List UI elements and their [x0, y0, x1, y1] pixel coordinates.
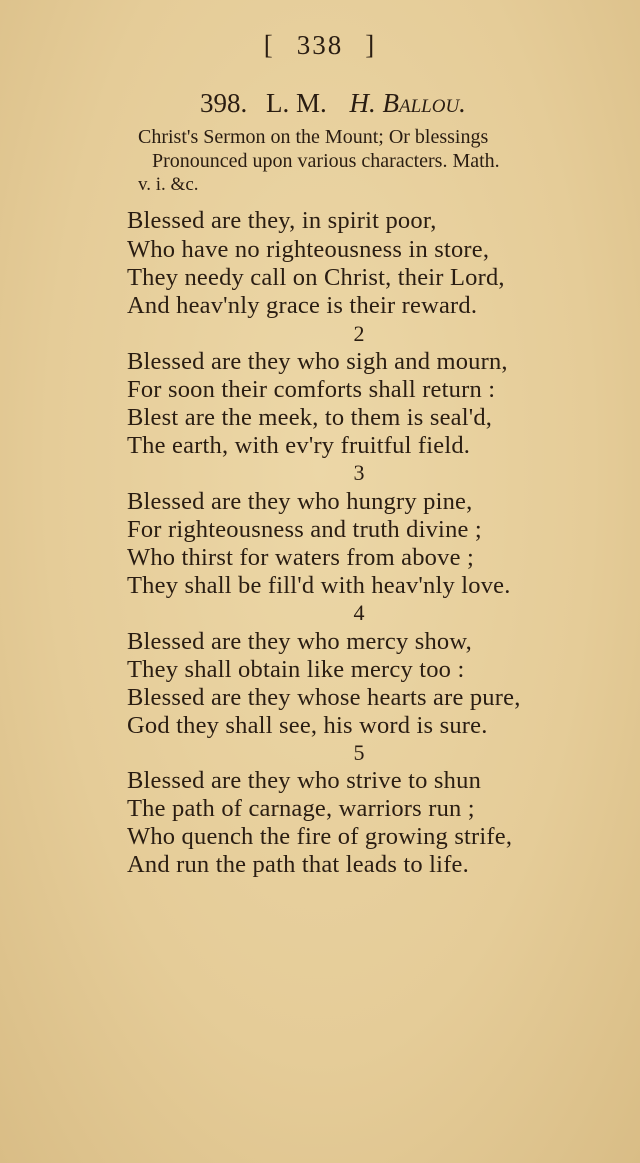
- verse-line: Who quench the fire of growing strife,: [127, 823, 513, 850]
- hymn-subtitle-line: Pronounced upon various characters. Math.: [152, 150, 500, 172]
- hymn-subtitle-line: Christ's Sermon on the Mount; Or blessings: [138, 126, 489, 148]
- hymn-author: H. Ballou.: [349, 88, 466, 118]
- verse-line: Blessed are they, in spirit poor,: [127, 207, 437, 234]
- verse-line: Blessed are they who hungry pine,: [127, 488, 473, 515]
- close-bracket: ]: [365, 30, 377, 60]
- verse-line: Blest are the meek, to them is seal'd,: [127, 404, 493, 431]
- verse-line: Blessed are they whose hearts are pure,: [127, 684, 521, 711]
- stanza-number: 5: [353, 740, 365, 765]
- hymn-heading: [200, 88, 466, 119]
- hymn-meter: L. M.: [266, 88, 327, 118]
- hymn-subtitle-line: v. i. &c.: [138, 174, 199, 195]
- verse-line: For soon their comforts shall return :: [127, 376, 496, 403]
- page-number-value: 338: [296, 30, 344, 60]
- stanza-number: 2: [353, 321, 365, 346]
- verse-line: They shall obtain like mercy too :: [127, 656, 465, 683]
- verse-line: Blessed are they who mercy show,: [127, 628, 472, 655]
- verse-line: And run the path that leads to life.: [127, 851, 469, 878]
- verse-line: And heav'nly grace is their reward.: [127, 292, 478, 319]
- verse-line: Who have no righteousness in store,: [127, 236, 490, 263]
- verse-line: They needy call on Christ, their Lord,: [127, 264, 505, 291]
- hymn-number: 398.: [200, 88, 248, 118]
- verse-line: The path of carnage, warriors run ;: [127, 795, 475, 822]
- verse-line: Blessed are they who strive to shun: [127, 767, 482, 794]
- verse-line: The earth, with ev'ry fruitful field.: [127, 432, 471, 459]
- verse-line: God they shall see, his word is sure.: [127, 712, 488, 739]
- verse-line: For righteousness and truth divine ;: [127, 516, 482, 543]
- page-number: [0, 30, 640, 61]
- verse-line: Blessed are they who sigh and mourn,: [127, 348, 508, 375]
- verse-line: Who thirst for waters from above ;: [127, 544, 474, 571]
- verse-line: They shall be fill'd with heav'nly love.: [127, 572, 511, 599]
- open-bracket: [: [263, 30, 275, 60]
- stanza-number: 3: [353, 460, 365, 485]
- stanza-number: 4: [353, 600, 365, 625]
